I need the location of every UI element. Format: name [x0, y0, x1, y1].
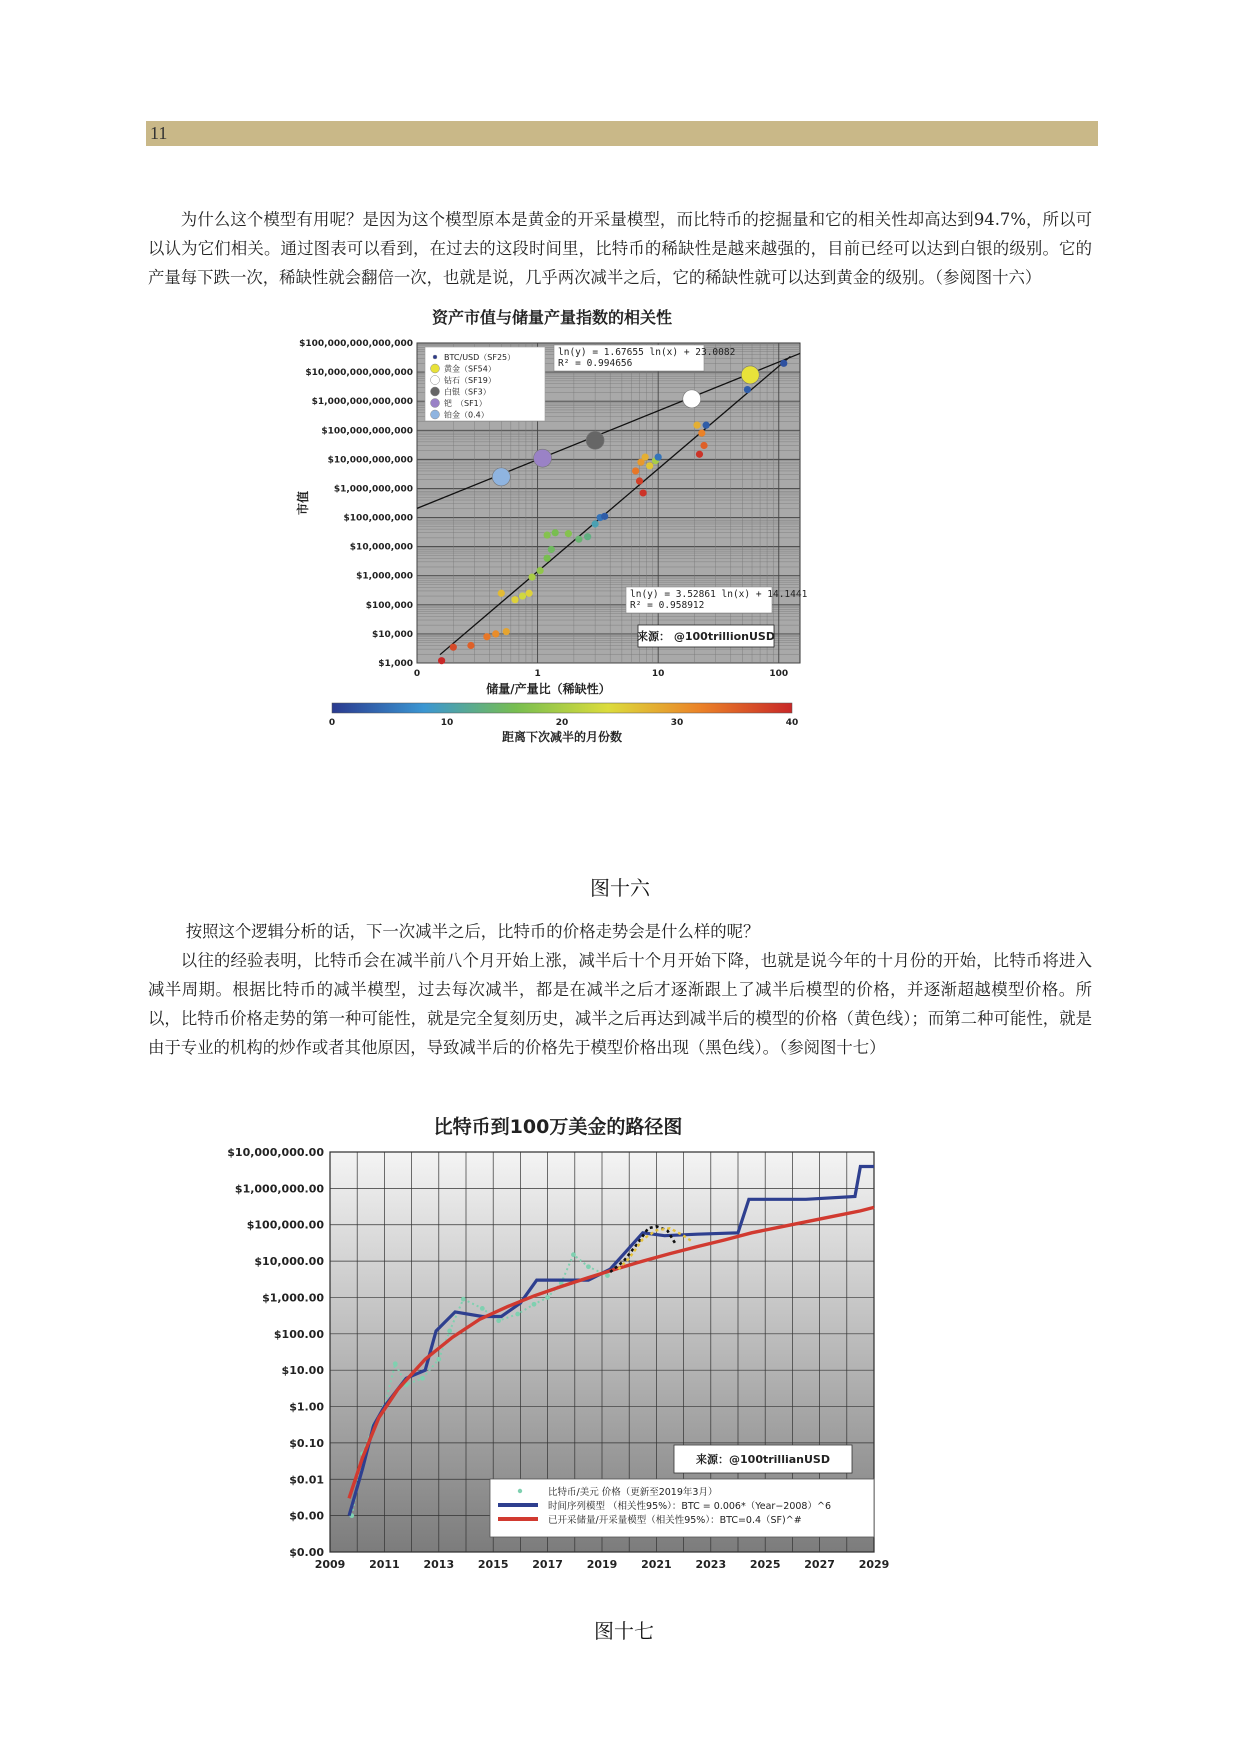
btc-data-point	[528, 573, 535, 580]
asset-point	[741, 366, 759, 384]
btc-data-point	[703, 422, 710, 429]
legend-label: 白银（SF3）	[444, 387, 491, 397]
asset-point	[534, 449, 552, 467]
figure-17-chart	[227, 1105, 1008, 1605]
btc-data-point	[565, 530, 572, 537]
y-tick-label: $0.01	[289, 1473, 324, 1487]
y-tick-label: $100,000	[365, 600, 413, 611]
btc-data-point	[467, 642, 474, 649]
btc-data-point	[450, 644, 457, 651]
y-tick-label: $1,000.00	[262, 1291, 324, 1305]
colorbar-tick: 40	[785, 718, 799, 728]
btc-data-point	[592, 520, 599, 527]
header-bar	[146, 121, 1098, 146]
y-tick-label: $10,000.00	[254, 1255, 324, 1269]
btc-data-point	[780, 360, 787, 367]
source-label: 来源： @100trillionUSD	[637, 630, 775, 643]
legend-label: 钻石（SF19）	[444, 376, 496, 385]
legend-label: 已开采储量/开采量模型（相关性95%）：BTC=0.4（SF)^#	[548, 1515, 802, 1526]
equation-bottom-line: ln(y) = 3.52861 ln(x) + 14.1441	[630, 589, 808, 600]
x-tick-label: 2013	[423, 1558, 455, 1571]
btc-data-point	[700, 442, 707, 449]
x-tick-label: 0	[413, 669, 421, 679]
figure-16-caption: 图十六	[590, 876, 650, 900]
y-tick-label: $1,000,000	[356, 571, 413, 582]
btc-data-point	[642, 453, 649, 460]
asset-point	[492, 468, 510, 486]
x-tick-label: 2009	[314, 1558, 346, 1571]
y-tick-label: $100,000,000	[343, 513, 413, 524]
y-tick-label: $1,000,000,000,000	[311, 397, 413, 408]
y-tick-label: $1.00	[289, 1400, 324, 1414]
btc-data-point	[552, 529, 559, 536]
btc-data-point	[640, 489, 647, 496]
y-tick-label: $100,000,000,000	[321, 426, 413, 437]
colorbar-tick: 20	[555, 718, 569, 728]
legend-marker	[431, 410, 440, 419]
x-tick-label: 2017	[532, 1558, 563, 1571]
y-tick-label: $10.00	[281, 1364, 324, 1378]
figure-16-chart	[296, 308, 920, 835]
btc-data-point	[693, 422, 700, 429]
y-tick-label: $1,000,000.00	[234, 1182, 324, 1196]
btc-data-point	[503, 628, 510, 635]
btc-data-point	[544, 531, 551, 538]
btc-data-point	[492, 630, 499, 637]
btc-data-point	[646, 462, 653, 469]
x-tick-label: 2019	[586, 1558, 618, 1571]
x-tick-label: 2021	[641, 1558, 672, 1571]
legend-marker	[431, 399, 440, 408]
legend-label: 钯 （SF1）	[444, 399, 487, 408]
colorbar-tick: 0	[328, 718, 336, 728]
legend-label: BTC/USD（SF25）	[444, 353, 516, 362]
y-axis-label: 市值	[296, 490, 310, 516]
btc-data-point	[636, 477, 643, 484]
legend-marker	[431, 364, 440, 373]
y-tick-label: $100,000.00	[246, 1218, 324, 1232]
y-tick-label: $100,000,000,000,000	[299, 339, 413, 349]
y-tick-label: $100.00	[273, 1327, 324, 1341]
x-tick-label: 10	[651, 669, 665, 679]
colorbar-tick: 30	[670, 718, 684, 728]
btc-data-point	[584, 533, 591, 540]
colorbar	[332, 703, 792, 713]
figure-17-caption: 图十七	[594, 1619, 654, 1643]
chart-title: 资产市值与储量产量指数的相关性	[431, 308, 673, 327]
x-tick-label: 2027	[804, 1558, 835, 1571]
legend-marker	[431, 387, 440, 396]
y-tick-label: $0.10	[289, 1436, 324, 1450]
legend-label: 黄金（SF54）	[444, 364, 496, 374]
y-tick-label: $1,000	[378, 659, 413, 669]
x-tick-label: 1	[534, 669, 541, 679]
btc-data-point	[548, 546, 555, 553]
btc-data-point	[575, 536, 582, 543]
legend-marker	[518, 1489, 522, 1493]
paragraph-2	[148, 917, 1092, 946]
y-tick-label: $1,000,000,000	[333, 484, 413, 495]
btc-data-point	[696, 451, 703, 458]
btc-data-point	[438, 657, 445, 664]
paragraph-3	[148, 946, 1092, 1062]
colorbar-tick: 10	[440, 718, 454, 728]
btc-data-point	[483, 633, 490, 640]
equation-bottom-line: R² = 0.958912	[630, 600, 705, 611]
paragraph-2-text: 按照这个逻辑分析的话，下一次减半之后，比特币的价格走势会是什么样的呢？	[185, 922, 760, 941]
asset-point	[683, 390, 701, 408]
y-tick-label: $0.00	[289, 1546, 324, 1559]
btc-data-point	[632, 467, 639, 474]
x-tick-label: 100	[769, 669, 789, 679]
btc-data-point	[544, 555, 551, 562]
x-tick-label: 2015	[477, 1558, 509, 1571]
x-tick-label: 2011	[369, 1558, 400, 1571]
legend-marker	[431, 376, 440, 385]
y-tick-label: $0.00	[289, 1509, 324, 1523]
btc-data-point	[511, 596, 518, 603]
btc-data-point	[519, 592, 526, 599]
paragraph-3-text: 以往的经验表明，比特币会在减半前八个月开始上涨，减半后十个月开始下降，也就是说今年的十月份的开始，比特币将进入减半周期。根据比特币的减半模型，过去每次减半，都是在减半之后才逐渐跟上了减半后模型的价格，并逐渐超越模型价格。所以，比特币价格走势的第一种可能性，就是完全复刻历史，减半之后再达到减半后的模型的价格（黄色线）；而第二种可能性，就是由于专业的机构的炒作或者其他原因，导致减半后的价格先于模型价格出现（黑色线）。（参阅图十七）	[148, 951, 1092, 1057]
btc-data-point	[601, 513, 608, 520]
x-tick-label: 2025	[749, 1558, 781, 1571]
colorbar-label: 距离下次减半的月份数	[501, 730, 623, 744]
chart-legend	[425, 347, 545, 421]
x-tick-label: 2029	[858, 1558, 890, 1571]
y-tick-label: $10,000,000,000,000	[305, 368, 413, 379]
legend-label: 时间序列模型 （相关性95%）：BTC = 0.006*（Year−2008）^6	[548, 1501, 831, 1512]
btc-data-point	[744, 386, 751, 393]
btc-data-point	[498, 590, 505, 597]
y-tick-label: $10,000,000	[349, 542, 413, 553]
legend-marker	[433, 355, 437, 359]
equation-top-line: ln(y) = 1.67655 ln(x) + 23.0082	[558, 347, 736, 358]
btc-data-point	[525, 590, 532, 597]
btc-data-point	[537, 567, 544, 574]
legend-label: 比特币/美元 价格（更新至2019年3月）	[548, 1487, 718, 1498]
chart-title: 比特币到100万美金的路径图	[433, 1116, 683, 1138]
y-tick-label: $10,000,000,000	[327, 455, 413, 466]
x-tick-label: 2023	[695, 1558, 727, 1571]
x-axis-label: 储量/产量比（稀缺性）	[486, 682, 611, 696]
legend-label: 铂金（0.4）	[444, 410, 489, 420]
page-number: 11	[150, 123, 168, 143]
asset-point	[586, 431, 604, 449]
equation-top-line: R² = 0.994656	[558, 358, 633, 369]
btc-data-point	[698, 429, 705, 436]
paragraph-1	[148, 205, 1092, 292]
paragraph-1-text: 为什么这个模型有用呢？是因为这个模型原本是黄金的开采量模型，而比特币的挖掘量和它的相关性却高达到94.7%，所以可以认为它们相关。通过图表可以看到，在过去的这段时间里，比特币的稀缺性是越来越强的，目前已经可以达到白银的级别。它的产量每下跌一次，稀缺性就会翻倍一次，也就是说，几乎两次减半之后，它的稀缺性就可以达到黄金的级别。（参阅图十六）	[148, 210, 1092, 287]
source-label: 来源：@100trillianUSD	[696, 1453, 830, 1466]
y-tick-label: $10,000,000.00	[227, 1146, 324, 1159]
btc-data-point	[655, 453, 662, 460]
y-tick-label: $10,000	[372, 629, 413, 640]
